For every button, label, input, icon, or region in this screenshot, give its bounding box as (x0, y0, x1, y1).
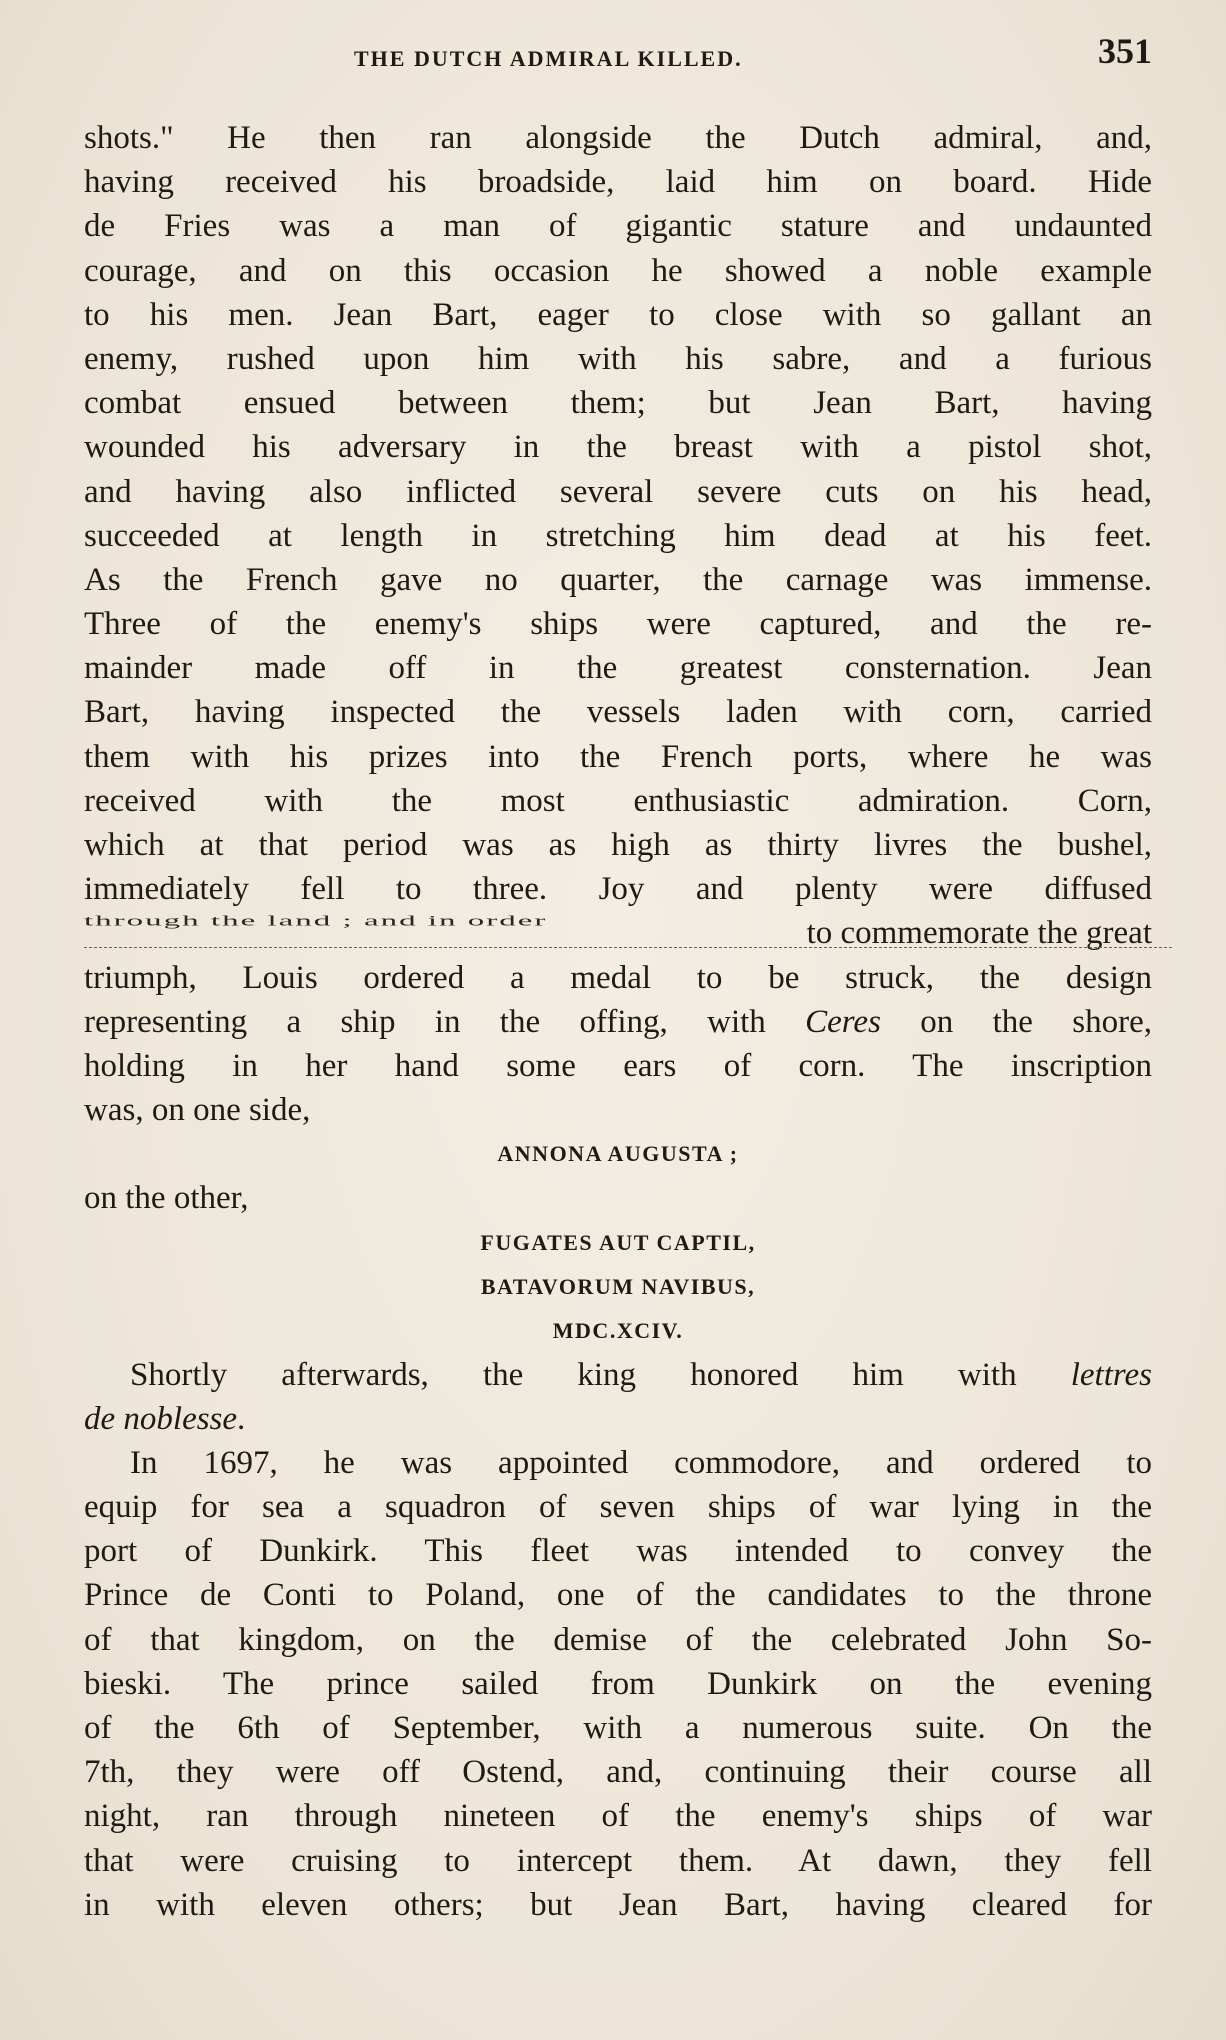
text-line: Three of the enemy's ships were captured, and the re- (84, 606, 1152, 643)
text-line: enemy, rushed upon him with his sabre, and a furious (84, 340, 1152, 377)
medal-inscription-line: MDC.XCIV. (552, 1317, 684, 1343)
text-line: representing a ship in the offing, with Ceres on the shore, (84, 1003, 1152, 1040)
text-line: de Fries was a man of gigantic stature and undaunted (84, 208, 1152, 245)
text-line: which at that period was as high as thirty livres the bushel, (84, 827, 1152, 863)
text-line: triumph, Louis ordered a medal to be struck, the design (84, 959, 1152, 996)
text-line: night, ran through nineteen of the enemy's ships of war (84, 1798, 1152, 1835)
paragraph-3 (84, 1441, 1152, 1927)
text-line: received with the most enthusiastic admiration. Corn, (84, 782, 1152, 819)
text-line: in with eleven others; but Jean Bart, having cleared for (84, 1886, 1152, 1923)
text-line: equip for sea a squadron of seven ships of war lying in the (84, 1489, 1152, 1526)
text-line: courage, and on this occasion he showed a noble example (84, 252, 1152, 289)
text-line: Shortly afterwards, the king honored him with lettres (130, 1356, 1152, 1393)
text-line: combat ensued between them; but Jean Bart, having (84, 385, 1152, 422)
text-line: holding in her hand some ears of corn. The inscription (84, 1047, 1152, 1084)
text-line: was, on one side, (84, 1092, 311, 1129)
text-line: succeeded at length in stretching him dead at his feet. (84, 517, 1152, 554)
text-line: immediately fell to three. Joy and plenty were diffused (84, 871, 1152, 908)
text-line: Bart, having inspected the vessels laden with corn, carried (84, 694, 1152, 731)
smudged-text: through the land ; and in order (84, 913, 548, 930)
medal-inscription-line: FUGATES AUT CAPTIL, (480, 1229, 756, 1255)
medal-inscription-line: BATAVORUM NAVIBUS, (480, 1273, 756, 1299)
paragraph-2 (84, 1353, 1152, 1441)
text-line: of that kingdom, on the demise of the celebrated John So- (84, 1621, 1152, 1658)
paragraph-1 (84, 116, 1152, 1132)
text-line: that were cruising to intercept them. At dawn, they fell (84, 1842, 1152, 1879)
smudged-line (84, 911, 1152, 955)
text-line: on the other, (84, 1180, 249, 1217)
print-smudge-rule (84, 947, 1172, 948)
text-line: having received his broadside, laid him on board. Hide (84, 164, 1152, 201)
text-line: port of Dunkirk. This fleet was intended to convey the (84, 1533, 1152, 1570)
page-header (84, 30, 1152, 80)
page-number: 351 (1098, 31, 1152, 71)
text-line: In 1697, he was appointed commodore, and ordered to (130, 1444, 1152, 1481)
page-body (84, 116, 1152, 1927)
text-line: mainder made off in the greatest consternation. Jean (84, 650, 1152, 687)
text-line: Prince de Conti to Poland, one of the candidates to the throne (84, 1577, 1152, 1614)
text-line: shots." He then ran alongside the Dutch admiral, and, (84, 120, 1152, 156)
text-line: bieski. The prince sailed from Dunkirk on the evening (84, 1665, 1152, 1702)
text-line: wounded his adversary in the breast with a pistol shot, (84, 429, 1152, 466)
text-line: 7th, they were off Ostend, and, continuing their course all (84, 1754, 1152, 1791)
text-line-end: to commemorate the great (806, 915, 1152, 952)
text-line: them with his prizes into the French ports, where he was (84, 738, 1152, 775)
text-line: and having also inflicted several severe cuts on his head, (84, 473, 1152, 510)
text-line: As the French gave no quarter, the carnage was immense. (84, 561, 1152, 598)
text-line: de noblesse. (84, 1400, 246, 1437)
text-line: to his men. Jean Bart, eager to close with so gallant an (84, 296, 1152, 333)
medal-inscription-side-1: ANNONA AUGUSTA ; (497, 1141, 739, 1167)
running-head: THE DUTCH ADMIRAL KILLED. (354, 46, 743, 71)
text-line: of the 6th of September, with a numerous suite. On the (84, 1710, 1152, 1746)
